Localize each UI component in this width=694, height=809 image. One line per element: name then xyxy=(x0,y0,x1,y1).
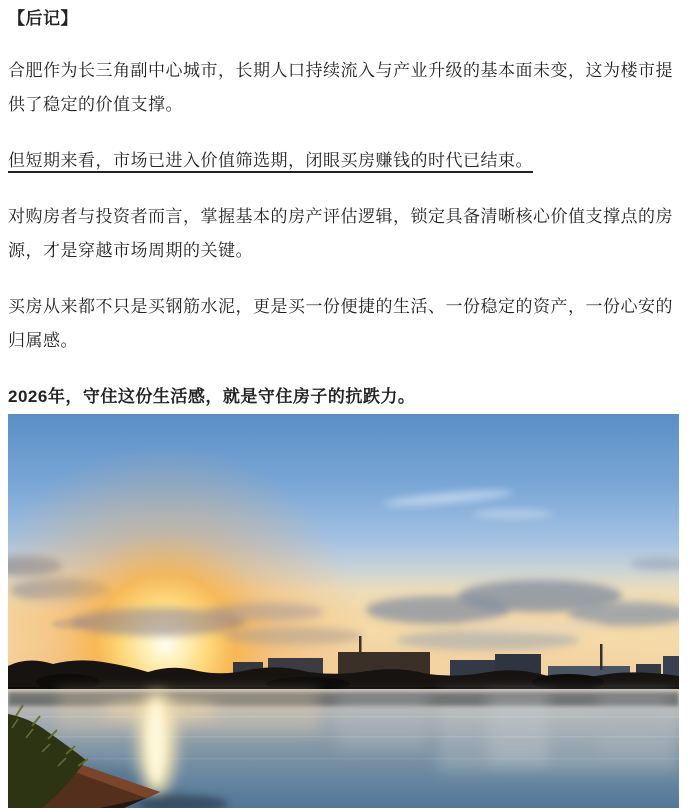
section-heading: 【后记】 xyxy=(8,9,78,28)
sunset-lake-photo[interactable] xyxy=(8,414,679,808)
paragraph-5-bold: 2026年，守住这份生活感，就是守住房子的抗跌力。 xyxy=(8,387,416,406)
paragraph-3: 对购房者与投资者而言，掌握基本的房产评估逻辑，锁定具备清晰核心价值支撑点的房源，才是穿越市场周期的关键。 xyxy=(8,207,673,260)
paragraph-2-underlined: 但短期来看，市场已进入价值筛选期，闭眼买房赚钱的时代已结束。 xyxy=(8,151,533,170)
paragraph-4: 买房从来都不只是买钢筋水泥，更是买一份便捷的生活、一份稳定的资产，一份心安的归属感。 xyxy=(8,297,673,350)
paragraph-1: 合肥作为长三角副中心城市，长期人口持续流入与产业升级的基本面未变，这为楼市提供了稳定的价值支撑。 xyxy=(8,61,673,114)
